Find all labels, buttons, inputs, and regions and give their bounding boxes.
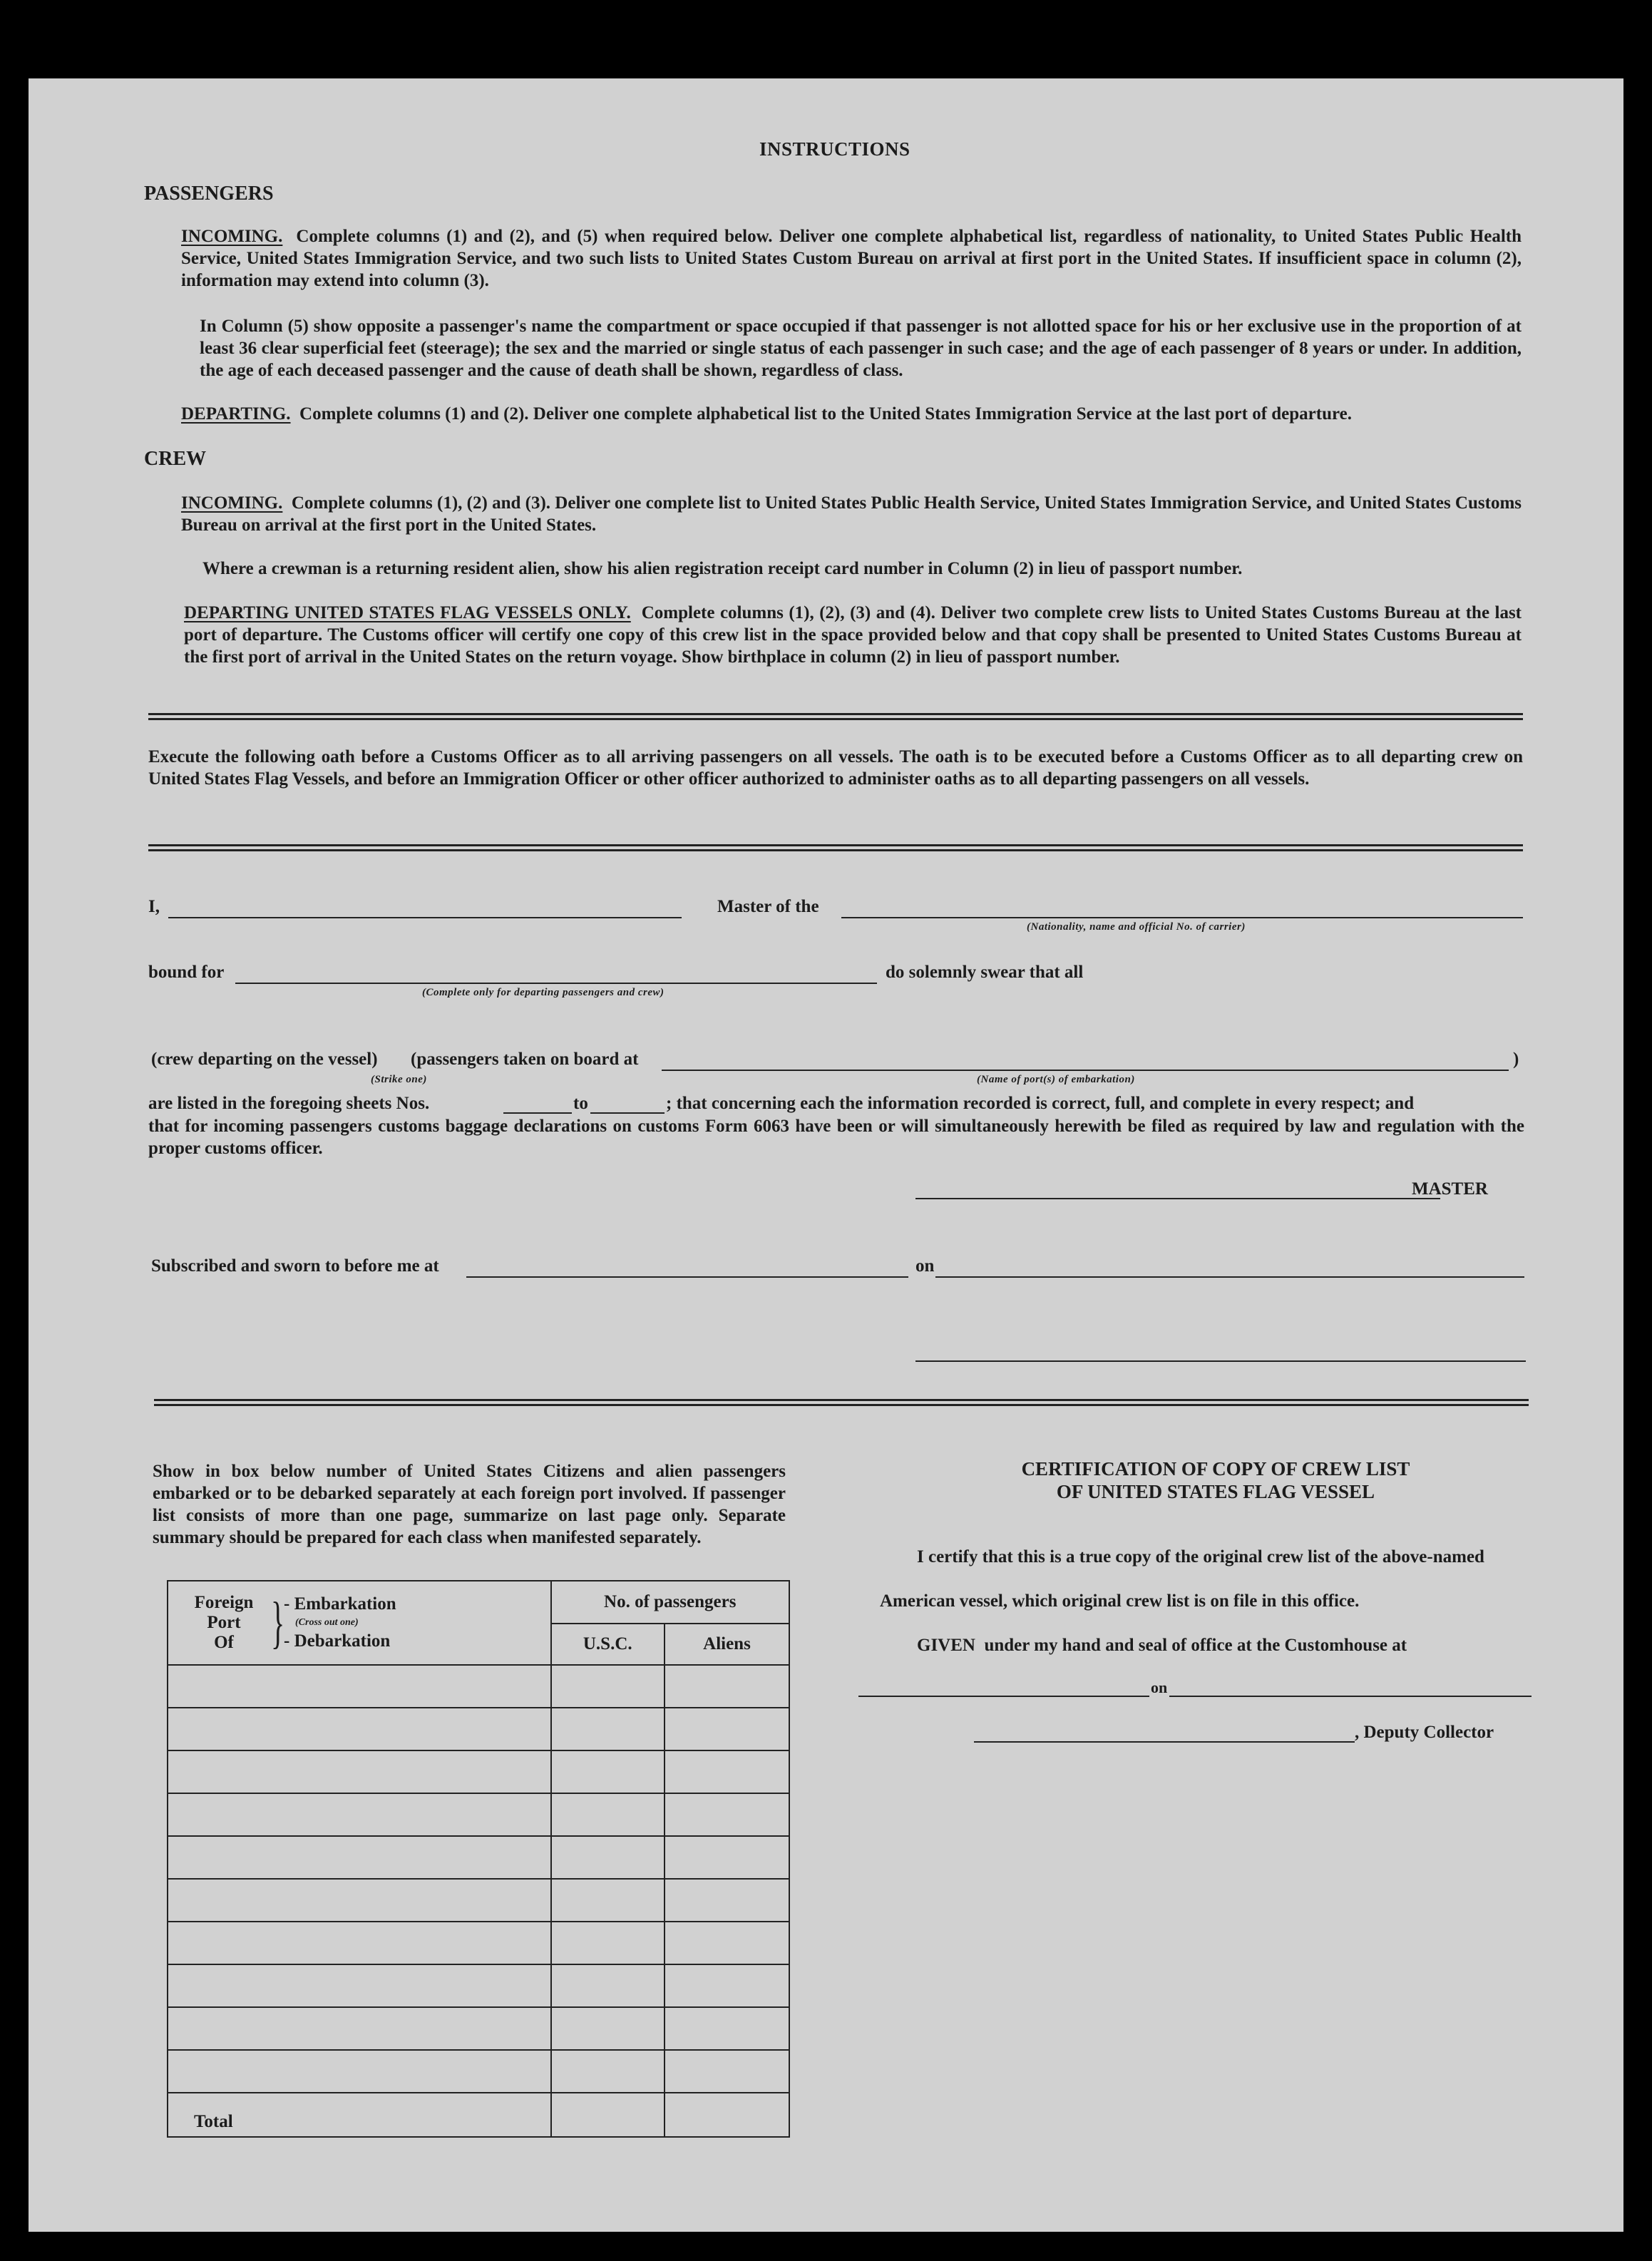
oath-swear: do solemnly swear that all [886,963,1084,982]
sheet-from-field[interactable] [503,1112,572,1114]
passengers-incoming-paragraph [181,225,1522,292]
oath-subscribed: Subscribed and sworn to before me at [151,1256,439,1276]
american-vessel-text: American vessel, which original crew list is on file in this office. [880,1591,1360,1611]
usc-cell[interactable] [551,2050,665,2093]
foreign-port-header [168,1581,551,1665]
cert-date-field[interactable] [1169,1696,1532,1697]
double-rule-2 [148,844,1523,851]
nationality-caption: (Nationality, name and official No. of carrier) [1027,921,1246,933]
cross-out-caption: (Cross out one) [295,1617,359,1628]
oath-master-of-the: Master of the [717,897,819,916]
port-cell[interactable] [168,1922,551,1964]
double-rule-1 [148,713,1523,720]
table-row [168,1708,789,1750]
master-name-field[interactable] [168,917,682,918]
passengers-departing-lead: DEPARTING. [181,404,291,424]
usc-cell[interactable] [551,1665,665,1708]
oath-listed-a: are listed in the foregoing sheets Nos. [148,1094,430,1113]
port-cell[interactable] [168,1793,551,1836]
crew-departing-lead: DEPARTING UNITED STATES FLAG VESSELS ONLY. [184,603,631,622]
crew-alien-paragraph: Where a crewman is a returning resident alien, show his alien registration receipt card number in Column (2) in lieu of passport number. [202,559,1243,578]
usc-cell[interactable] [551,1836,665,1879]
sheet-to-field[interactable] [590,1112,665,1114]
crew-departing-text: Complete columns (1), (2), (3) and (4). Deliver two complete crew lists to United States Customs Bureau at the last port of departure. The Customs officer will certify one copy of this crew list in the space provided below and that copy shall be presented to United States Customs Bureau at the first port of arrival in the United States on the return voyage. Show birthplace in column (2) in lieu of passport number. [184,603,1522,667]
ports-embarkation-field[interactable] [662,1070,1509,1071]
master-signature-field[interactable] [915,1198,1440,1199]
passenger-summary-table [167,1580,790,2138]
passengers-incoming-text: Complete columns (1) and (2), and (5) when required below. Deliver one complete alphabetical list, regardless of nationality, to United States Public Health Service, United States Immigration Service, and two such lists to United States Custom Bureau on arrival at first port in the United States. If insufficient space in column (2), information may extend into column (3). [181,227,1522,290]
crew-heading: CREW [144,448,207,470]
usc-cell[interactable] [551,1750,665,1793]
certification-title-line2: OF UNITED STATES FLAG VESSEL [1056,1481,1375,1502]
carrier-field[interactable] [841,917,1523,918]
usc-cell[interactable] [551,1708,665,1750]
oath-on-label: on [915,1256,935,1276]
usc-cell[interactable] [551,1793,665,1836]
passengers-incoming-lead: INCOMING. [181,227,283,246]
customhouse-field[interactable] [858,1696,1149,1697]
oath-listed-rest: that for incoming passengers customs baggage declarations on customs Form 6063 have been or will simultaneously herewith be filed as required by law and regulation with the proper customs officer. [148,1117,1524,1158]
table-row [168,1879,789,1922]
total-label: Total [168,2093,551,2137]
port-cell[interactable] [168,1708,551,1750]
oath-bound-for: bound for [148,963,225,982]
certify-text: I certify that this is a true copy of the original crew list of the above-named [917,1547,1484,1567]
aliens-cell[interactable] [665,1836,789,1879]
debarkation-label[interactable]: - Debarkation [284,1631,391,1651]
crew-incoming-paragraph [181,492,1522,536]
crew-departing-paragraph [184,602,1522,668]
oath-listed-b: ; that concerning each the information recorded is correct, full, and complete in every respect; and [666,1094,1415,1113]
port-label: Port [207,1613,241,1632]
bound-for-field[interactable] [235,983,877,984]
strike-one-caption: (Strike one) [371,1074,427,1085]
port-cell[interactable] [168,1879,551,1922]
aliens-cell[interactable] [665,1922,789,1964]
aliens-header: Aliens [665,1624,789,1665]
complete-only-caption: (Complete only for departing passengers and crew) [422,987,665,998]
aliens-cell[interactable] [665,1793,789,1836]
given-rest: under my hand and seal of office at the Customhouse at [984,1636,1407,1655]
no-passengers-header: No. of passengers [551,1581,790,1624]
table-row [168,1793,789,1836]
usc-cell[interactable] [551,1922,665,1964]
usc-header: U.S.C. [551,1624,665,1665]
port-cell[interactable] [168,2007,551,2050]
total-row [168,2093,789,2137]
summary-instructions: Show in box below number of United States Citizens and alien passengers embarked or to be debarked separately at each foreign port involved. If passenger list consists of more than one page, summarize on last page only. Separate summary should be prepared for each class when manifested separately. [153,1462,786,1547]
table-row [168,1922,789,1964]
port-cell[interactable] [168,1964,551,2007]
master-label: MASTER [1412,1179,1488,1199]
cert-on-label: on [1151,1678,1168,1696]
aliens-cell[interactable] [665,1665,789,1708]
certification-title [913,1457,1519,1503]
usc-cell[interactable] [551,1879,665,1922]
port-cell[interactable] [168,1836,551,1879]
oath-intro: Execute the following oath before a Customs Officer as to all arriving passengers on all vessels. The oath is to be executed before a Customs Officer as to all departing crew on United States Flag Vessels, and before an Immigration Officer or other officer authorized to administer oaths as to all departing passengers on all vessels. [148,747,1523,789]
officer-signature-field[interactable] [915,1360,1526,1362]
aliens-cell[interactable] [665,1750,789,1793]
table-row [168,1836,789,1879]
aliens-cell[interactable] [665,1708,789,1750]
embarkation-label[interactable]: - Embarkation [284,1594,396,1614]
crew-incoming-lead: INCOMING. [181,493,283,513]
table-row [168,1665,789,1708]
table-row [168,2050,789,2093]
brace-icon: } [271,1591,285,1654]
port-cell[interactable] [168,1665,551,1708]
aliens-cell[interactable] [665,2050,789,2093]
deputy-collector-label: , Deputy Collector [1355,1723,1494,1742]
passengers-heading: PASSENGERS [144,183,274,205]
sworn-on-date-field[interactable] [935,1276,1524,1278]
usc-cell[interactable] [551,1964,665,2007]
given-text [917,1636,1407,1656]
aliens-cell[interactable] [665,1964,789,2007]
oath-close-paren: ) [1513,1050,1519,1069]
form-sheet [29,78,1623,2232]
table-row [168,2007,789,2050]
of-label: Of [214,1633,234,1652]
usc-total-cell[interactable] [551,2093,665,2137]
passengers-column5-paragraph: In Column (5) show opposite a passenger's name the compartment or space occupied if that passenger is not allotted space for his or her exclusive use in the proportion of at least 36 clear superficial feet (steerage); the sex and the married or single status of each passenger in such case; and the age of each passenger of 8 years or under. In addition, the age of each deceased passenger and the cause of death shall be shown, regardless of class. [200,317,1522,380]
foreign-label: Foreign [194,1593,254,1612]
port-cell[interactable] [168,1750,551,1793]
table-row [168,1750,789,1793]
crew-incoming-text: Complete columns (1), (2) and (3). Deliver one complete list to United States Public Health Service, United States Immigration Service, and United States Customs Bureau on arrival at the first port in the United States. [181,493,1522,535]
deputy-collector-signature[interactable] [974,1741,1355,1743]
aliens-total-cell[interactable] [665,2093,789,2137]
port-cell[interactable] [168,2050,551,2093]
aliens-cell[interactable] [665,2007,789,2050]
oath-crew-departing[interactable]: (crew departing on the vessel) [151,1050,378,1069]
passengers-departing-text: Complete columns (1) and (2). Deliver one complete alphabetical list to the United States Immigration Service at the last port of departure. [299,404,1352,424]
double-rule-3 [154,1399,1529,1406]
table-row [168,1964,789,2007]
ports-caption: (Name of port(s) of embarkation) [977,1074,1135,1085]
oath-i-label: I, [148,897,160,916]
certification-title-line1: CERTIFICATION OF COPY OF CREW LIST [1021,1458,1410,1480]
oath-listed-to: to [573,1094,588,1113]
aliens-cell[interactable] [665,1879,789,1922]
oath-passengers-taken[interactable]: (passengers taken on board at [411,1050,639,1069]
passengers-departing-paragraph [181,403,1522,425]
usc-cell[interactable] [551,2007,665,2050]
sworn-at-field[interactable] [466,1276,908,1278]
given-lead: GIVEN [917,1636,975,1655]
page-title: INSTRUCTIONS [759,138,910,160]
